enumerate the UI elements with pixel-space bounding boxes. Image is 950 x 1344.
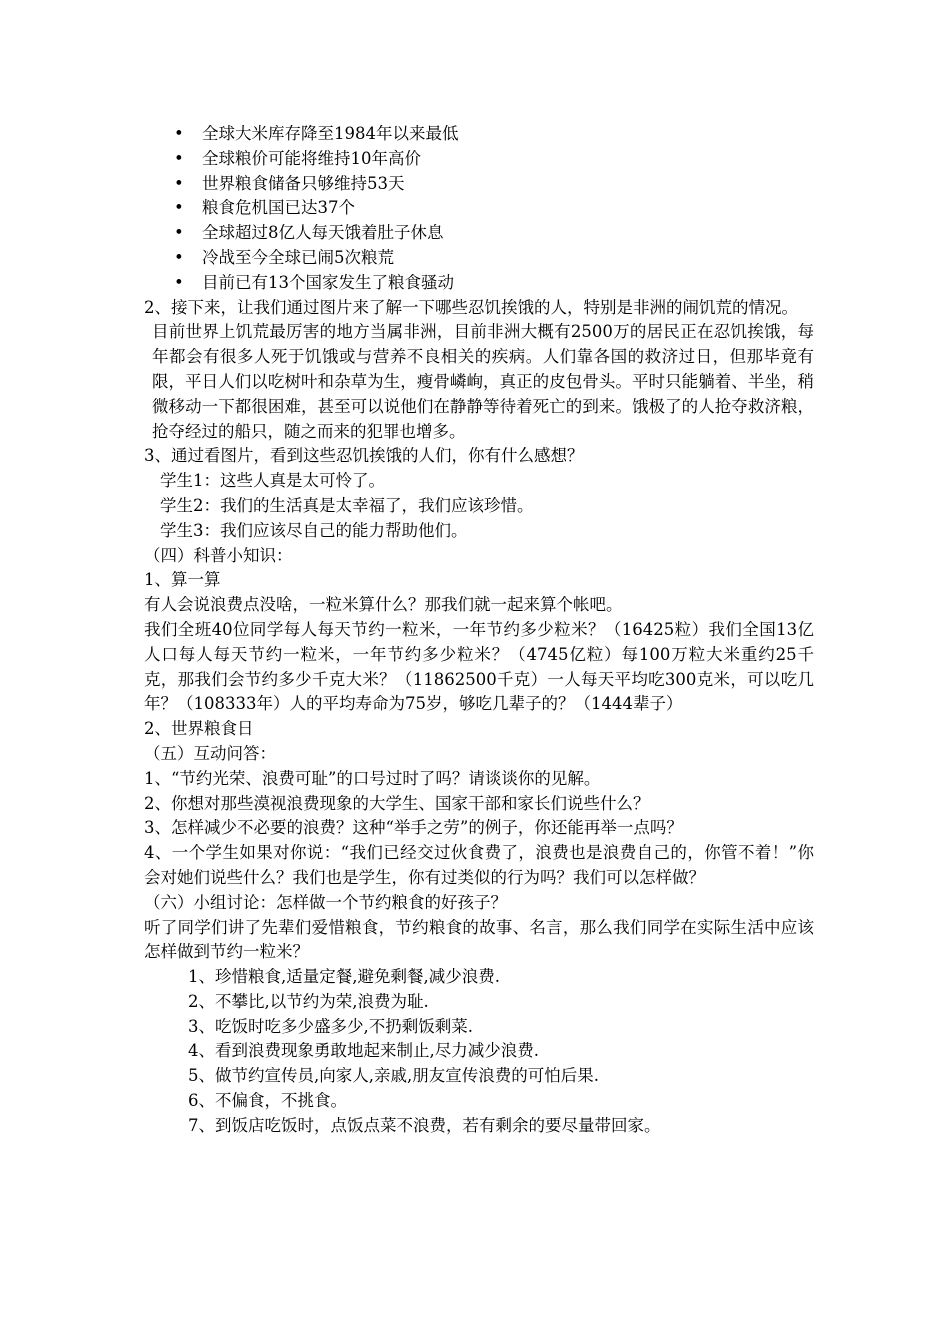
bullet-item: • 目前已有13个国家发生了粮食骚动 bbox=[144, 271, 814, 296]
tip-item: 7、到饭店吃饭时，点饭点菜不浪费，若有剩余的要尽量带回家。 bbox=[188, 1115, 661, 1135]
calc-body: 我们全班40位同学每人每天节约一粒米，一年节约多少粒米？（16425粒）我们全国13亿人口每人每天节约一粒米，一年节约多少粒米？（4745亿粒）每100万粒大米重约25千克，那我们会节约多少千克大米？（11862500千克）一人每天平均吃300克米，可以吃几年？（108333年）人的平均寿命为75岁，够吃几辈子的？（1444辈子） bbox=[144, 619, 814, 714]
world-food-day: 2、世界粮食日 bbox=[144, 719, 254, 739]
bullet-icon: • bbox=[174, 247, 184, 267]
qa-item-4: 4、一个学生如果对你说：“我们已经交过伙食费了，浪费也是浪费自己的，你管不着！”你会对她们说些什么？我们也是学生，你有过类似的行为吗？我们可以怎样做？ bbox=[144, 843, 814, 887]
bullet-icon: • bbox=[174, 124, 184, 143]
tip-item: 4、看到浪费现象勇敢地起来制止,尽力减少浪费. bbox=[188, 1041, 539, 1061]
calc-title: 1、算一算 bbox=[144, 570, 221, 590]
bullet-item: • 全球超过8亿人每天饿着肚子休息 bbox=[144, 221, 814, 246]
section-heading-six: （六）小组讨论：怎样做一个节约粮食的好孩子？ bbox=[144, 892, 507, 912]
bullet-icon: • bbox=[174, 198, 184, 218]
tip-item: 6、不偏食，不挑食。 bbox=[188, 1091, 347, 1111]
document-page bbox=[144, 122, 814, 1139]
tip-item: 2、不攀比,以节约为荣,浪费为耻. bbox=[188, 991, 429, 1011]
bullet-icon: • bbox=[174, 148, 184, 168]
bullet-icon: • bbox=[174, 223, 184, 243]
africa-paragraph: 目前世界上饥荒最厉害的地方当属非洲，目前非洲大概有2500万的居民正在忍饥挨饿，每年都会有很多人死于饥饿或与营养不良相关的疾病。人们靠各国的救济过日，但那毕竟有限，平日人们以吃树叶和杂草为生，瘦骨嶙峋，真正的皮包骨头。平时只能躺着、半坐，稍微移动一下都很困难，甚至可以说他们在静静等待着死亡的到来。饿极了的人抢夺救济粮，抢夺经过的船只，随之而来的犯罪也增多。 bbox=[152, 322, 814, 441]
bullet-item: • 冷战至今全球已闹5次粮荒 bbox=[144, 246, 814, 271]
student-answer-1: 学生1：这些人真是太可怜了。 bbox=[160, 471, 385, 491]
student-answer-3: 学生3：我们应该尽自己的能力帮助他们。 bbox=[160, 520, 468, 540]
bullet-icon: • bbox=[174, 173, 184, 193]
discussion-intro: 听了同学们讲了先辈们爱惜粮食，节约粮食的故事、名言，那么我们同学在实际生活中应该怎样做到节约一粒米？ bbox=[144, 917, 814, 962]
qa-item-3: 3、怎样减少不必要的浪费？这种“举手之劳”的例子，你还能再举一点吗？ bbox=[144, 818, 683, 838]
pictures-paragraph: 2、接下来，让我们通过图片来了解一下哪些忍饥挨饿的人，特别是非洲的闹饥荒的情况。 bbox=[144, 297, 798, 317]
saving-tips-list bbox=[144, 965, 814, 1139]
bullet-icon: • bbox=[174, 272, 184, 292]
tip-item: 5、做节约宣传员,向家人,亲戚,朋友宣传浪费的可怕后果. bbox=[188, 1066, 599, 1086]
crisis-facts-list bbox=[144, 122, 814, 296]
qa-item-2: 2、你想对那些漠视浪费现象的大学生、国家干部和家长们说些什么？ bbox=[144, 793, 650, 813]
tip-item: 1、珍惜粮食,适量定餐,避免剩餐,减少浪费. bbox=[188, 967, 500, 987]
feelings-question: 3、通过看图片，看到这些忍饥挨饿的人们，你有什么感想？ bbox=[144, 446, 584, 466]
bullet-item: • 世界粮食储备只够维持53天 bbox=[144, 172, 814, 197]
tip-item: 3、吃饭时吃多少盛多少,不扔剩饭剩菜. bbox=[188, 1016, 473, 1036]
qa-item-1: 1、“节约光荣、浪费可耻”的口号过时了吗？请谈谈你的见解。 bbox=[144, 768, 601, 788]
calc-intro: 有人会说浪费点没啥，一粒米算什么？那我们就一起来算个帐吧。 bbox=[144, 595, 623, 615]
section-heading-five: （五）互动问答： bbox=[144, 743, 276, 763]
bullet-item: • 全球大米库存降至1984年以来最低 bbox=[144, 122, 814, 147]
student-answer-2: 学生2：我们的生活真是太幸福了，我们应该珍惜。 bbox=[160, 495, 534, 515]
bullet-item: • 全球粮价可能将维持10年高价 bbox=[144, 147, 814, 172]
bullet-item: • 粮食危机国已达37个 bbox=[144, 196, 814, 221]
section-heading-four: （四）科普小知识： bbox=[144, 545, 293, 565]
